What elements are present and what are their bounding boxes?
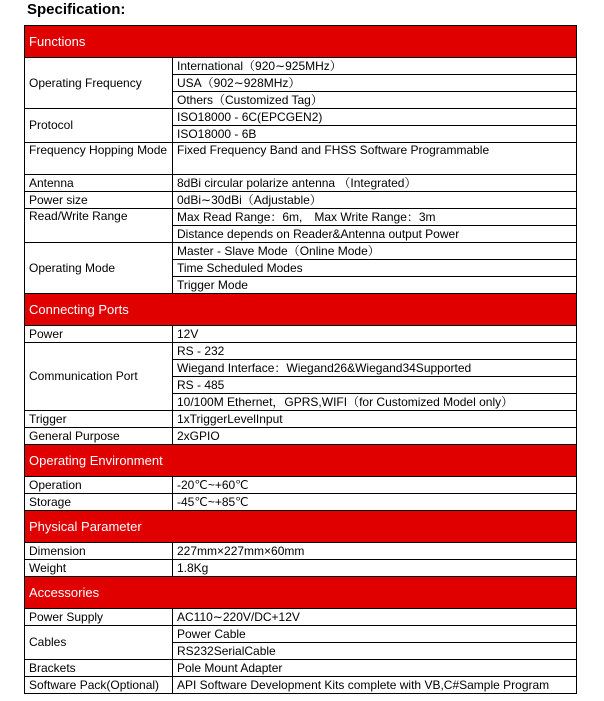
spec-label: Operating Mode [25, 243, 173, 294]
section-title: Physical Parameter [25, 511, 577, 543]
spec-value: 2xGPIO [173, 428, 577, 445]
spec-label: Operation [25, 477, 173, 494]
spec-row [25, 209, 577, 226]
spec-row [25, 494, 577, 511]
spec-value: RS232SerialCable [173, 643, 577, 660]
spec-row [25, 175, 577, 192]
spec-value: 227mm×227mm×60mm [173, 543, 577, 560]
spec-row [25, 343, 577, 360]
spec-value: Max Read Range：6m, Max Write Range：3m [173, 209, 577, 226]
section-header-row [25, 511, 577, 543]
spec-value: Master - Slave Mode（Online Mode） [173, 243, 577, 260]
spec-value: Others（Customized Tag） [173, 92, 577, 109]
spec-value: API Software Development Kits complete with VB,C#Sample Program [173, 677, 577, 694]
spec-row [25, 326, 577, 343]
spec-label: Protocol [25, 109, 173, 143]
spec-row [25, 58, 577, 75]
spec-row [25, 143, 577, 175]
spec-label: Operating Frequency [25, 58, 173, 109]
section-title: Accessories [25, 577, 577, 609]
spec-label: Brackets [25, 660, 173, 677]
spec-value: USA（902∼928MHz） [173, 75, 577, 92]
spec-row [25, 109, 577, 126]
spec-row [25, 677, 577, 694]
spec-label: Antenna [25, 175, 173, 192]
spec-value: AC110∼220V/DC+12V [173, 609, 577, 626]
spec-row [25, 477, 577, 494]
spec-value: Distance depends on Reader&Antenna output Power [173, 226, 577, 243]
spec-value: 8dBi circular polarize antenna （Integrated） [173, 175, 577, 192]
spec-table [24, 25, 577, 694]
spec-value: Pole Mount Adapter [173, 660, 577, 677]
spec-value: 0dBi∼30dBi（Adjustable） [173, 192, 577, 209]
spec-value: -20℃~+60℃ [173, 477, 577, 494]
spec-label: Communication Port [25, 343, 173, 411]
spec-value: International（920∼925MHz） [173, 58, 577, 75]
section-header-row [25, 294, 577, 326]
spec-value: Time Scheduled Modes [173, 260, 577, 277]
spec-value: RS - 232 [173, 343, 577, 360]
spec-value: Power Cable [173, 626, 577, 643]
spec-label: Power size [25, 192, 173, 209]
spec-value: Fixed Frequency Band and FHSS Software Programmable [173, 143, 577, 175]
spec-label: General Purpose [25, 428, 173, 445]
spec-row [25, 543, 577, 560]
spec-row [25, 609, 577, 626]
spec-label: Storage [25, 494, 173, 511]
spec-value: -45℃~+85℃ [173, 494, 577, 511]
spec-label: Dimension [25, 543, 173, 560]
spec-row [25, 626, 577, 643]
spec-row [25, 411, 577, 428]
section-title: Operating Environment [25, 445, 577, 477]
spec-row [25, 428, 577, 445]
spec-value: 10/100M Ethernet，GPRS,WIFI（for Customized Model only） [173, 394, 577, 411]
section-title: Connecting Ports [25, 294, 577, 326]
spec-label: Power Supply [25, 609, 173, 626]
spec-value: Trigger Mode [173, 277, 577, 294]
spec-row [25, 560, 577, 577]
section-title: Functions [25, 26, 577, 58]
section-header-row [25, 26, 577, 58]
spec-label: Power [25, 326, 173, 343]
spec-row [25, 660, 577, 677]
spec-label: Frequency Hopping Mode [25, 143, 173, 175]
spec-value: RS - 485 [173, 377, 577, 394]
section-header-row [25, 445, 577, 477]
spec-value: 12V [173, 326, 577, 343]
spec-label: Software Pack(Optional) [25, 677, 173, 694]
spec-label: Read/Write Range [25, 209, 173, 243]
spec-label: Cables [25, 626, 173, 660]
section-header-row [25, 577, 577, 609]
spec-label: Weight [25, 560, 173, 577]
spec-label: Trigger [25, 411, 173, 428]
spec-value: ISO18000 - 6B [173, 126, 577, 143]
spec-value: ISO18000 - 6C(EPCGEN2) [173, 109, 577, 126]
spec-value: 1xTriggerLevelInput [173, 411, 577, 428]
spec-value: 1.8Kg [173, 560, 577, 577]
page-title: Specification: [27, 1, 126, 18]
spec-row [25, 243, 577, 260]
spec-row [25, 192, 577, 209]
spec-value: Wiegand Interface：Wiegand26&Wiegand34Supported [173, 360, 577, 377]
